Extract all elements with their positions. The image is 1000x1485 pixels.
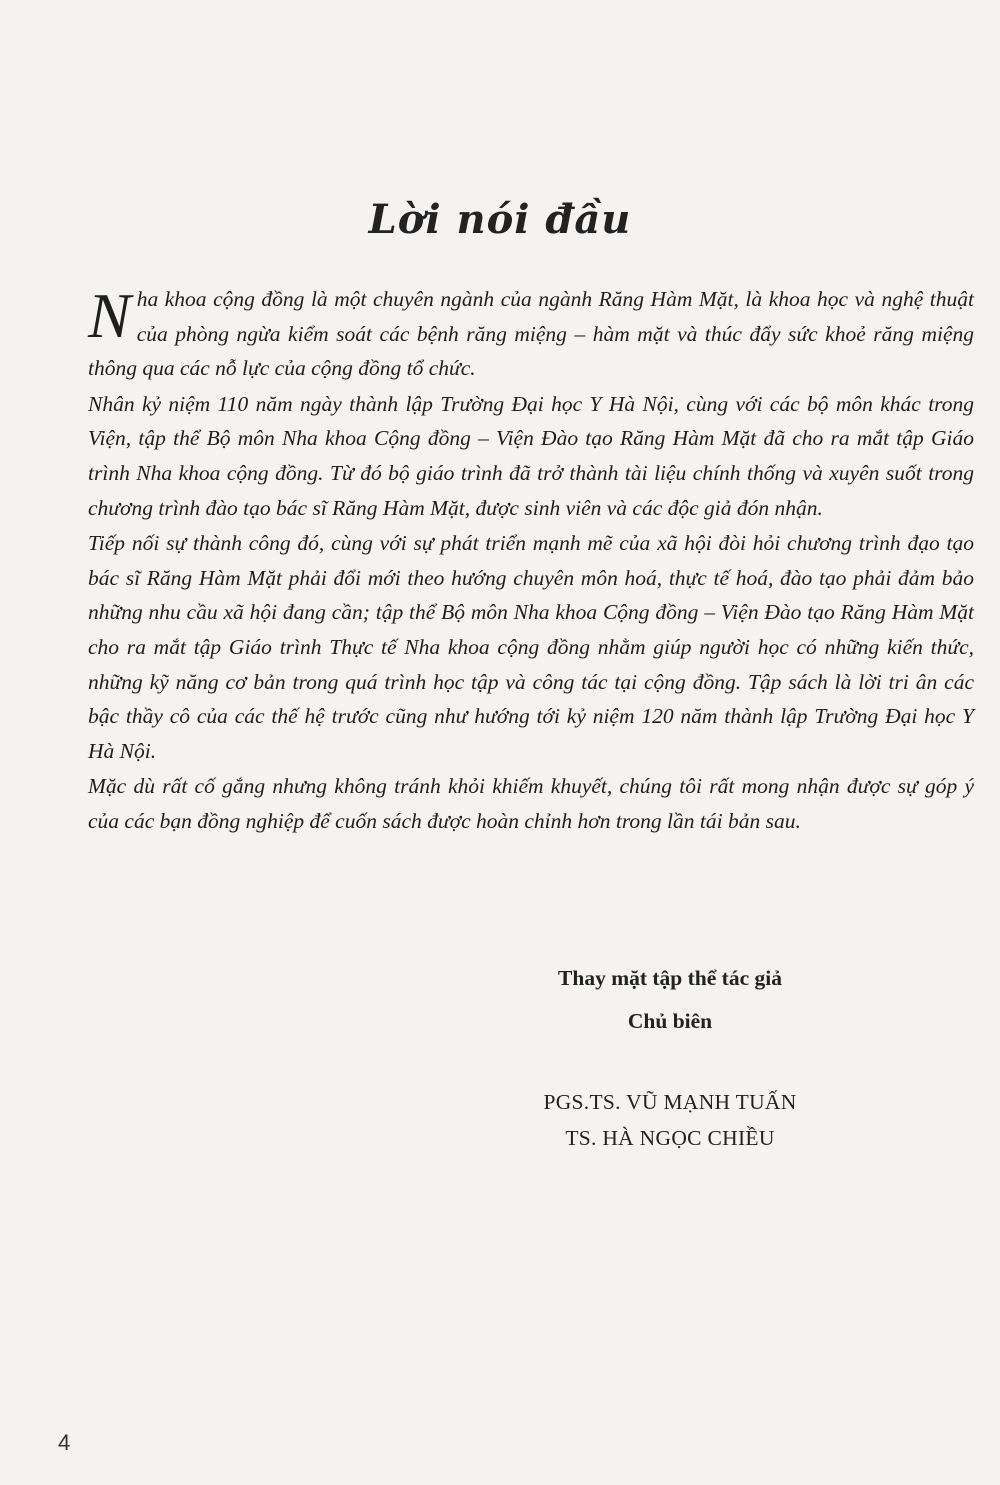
author-2: TS. HÀ NGỌC CHIỀU <box>565 1126 775 1150</box>
paragraph-4: Mặc dù rất cố gắng nhưng không tránh khỏi khiếm khuyết, chúng tôi rất mong nhận được sự góp ý của các bạn đồng nghiệp để cuốn sách được hoàn chỉnh hơn trong lần tái bản sau. <box>88 774 974 833</box>
preface-body <box>88 282 974 840</box>
signoff-line-2: Chủ biên <box>627 1009 713 1033</box>
paragraph-3: Tiếp nối sự thành công đó, cùng với sự phát triển mạnh mẽ của xã hội đòi hỏi chương trình đạo tạo bác sĩ Răng Hàm Mặt phải đổi mới theo hướng chuyên môn hoá, thực tế hoá, đào tạo phải đảm bảo những nhu cầu xã hội đang cần; tập thể Bộ môn Nha khoa Cộng đồng – Viện Đào tạo Răng Hàm Mặt cho ra mắt tập Giáo trình Thực tế Nha khoa cộng đồng nhằm giúp người học có những kiến thức, những kỹ năng cơ bản trong quá trình học tập và công tác tại cộng đồng. Tập sách là lời tri ân các bậc thầy cô của các thế hệ trước cũng như hướng tới kỷ niệm 120 năm thành lập Trường Đại học Y Hà Nội. <box>88 531 974 763</box>
author-1: PGS.TS. VŨ MẠNH TUẤN <box>543 1090 797 1114</box>
paragraph-1-text: ha khoa cộng đồng là một chuyên ngành của ngành Răng Hàm Mặt, là khoa học và nghệ thuật của phòng ngừa kiểm soát các bệnh răng miệng – hàm mặt và thúc đẩy sức khoẻ răng miệng thông qua các nỗ lực của cộng đồng tổ chức. <box>88 287 974 381</box>
paragraph-2: Nhân kỷ niệm 110 năm ngày thành lập Trường Đại học Y Hà Nội, cùng với các bộ môn khác trong Viện, tập thể Bộ môn Nha khoa Cộng đồng – Viện Đào tạo Răng Hàm Mặt đã cho ra mắt tập Giáo trình Nha khoa cộng đồng. Từ đó bộ giáo trình đã trở thành tài liệu chính thống và xuyên suốt trong chương trình đào tạo bác sĩ Răng Hàm Mặt, được sinh viên và các độc giả đón nhận. <box>88 391 974 520</box>
page-number: 4 <box>58 1430 71 1455</box>
paragraph-1 <box>88 282 974 386</box>
signoff-line-1: Thay mặt tập thể tác giả <box>558 966 782 990</box>
drop-cap: N <box>88 280 131 351</box>
page-title: Lời nói đầu <box>368 196 632 243</box>
